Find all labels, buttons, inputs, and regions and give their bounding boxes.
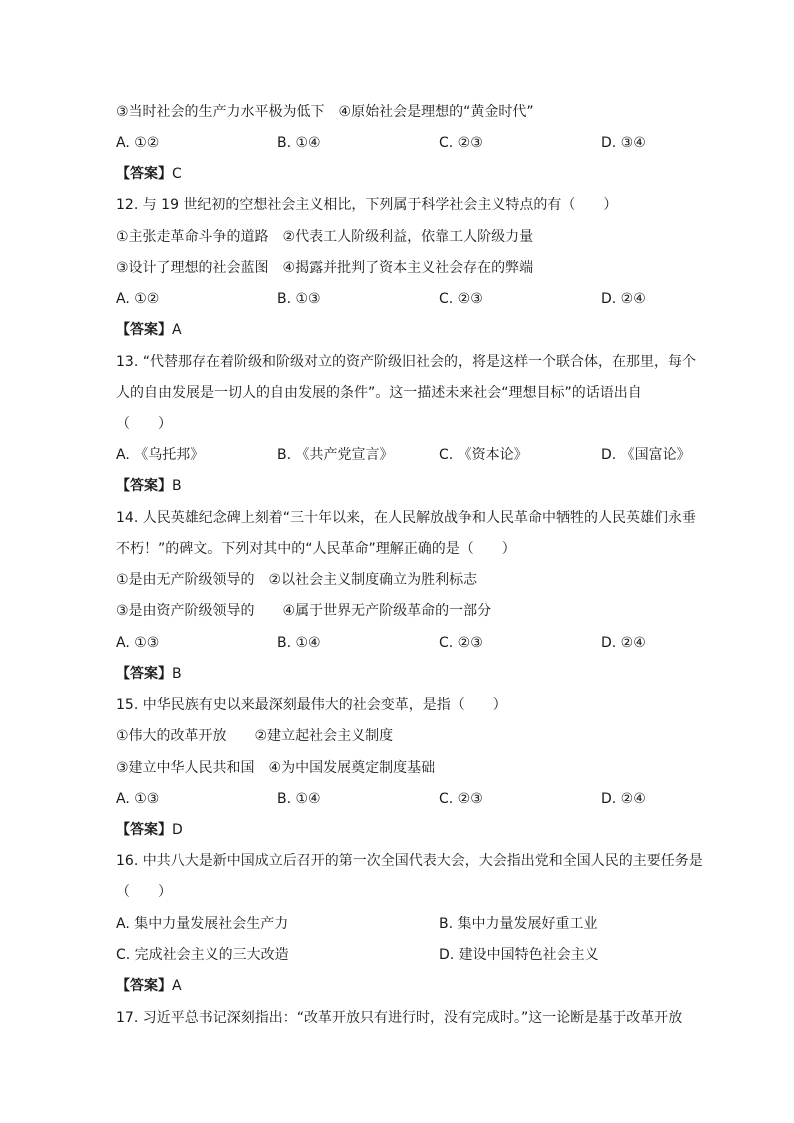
- q15-stem: 15. 中华民族有史以来最深刻最伟大的社会变革，是指（ ）: [116, 697, 507, 713]
- q15-option-d: D. ②④: [601, 791, 646, 807]
- q16-option-c: C. 完成社会主义的三大改造: [116, 947, 289, 963]
- q16-stem-1: 16. 中共八大是新中国成立后召开的第一次全国代表大会，大会指出党和全国人民的主要任务是: [116, 853, 703, 869]
- q14-stem-1: 14. 人民英雄纪念碑上刻着“三十年以来，在人民解放战争和人民革命中牺牲的人民英雄们永垂: [116, 510, 696, 526]
- q13-option-c: C. 《资本论》: [439, 447, 528, 463]
- q14-choice-line-1: ①是由无产阶级领导的 ②以社会主义制度确立为胜利标志: [116, 572, 478, 588]
- q12-option-c: C. ②③: [439, 291, 483, 307]
- q11-option-d: D. ③④: [601, 135, 646, 151]
- q14-option-b: B. ①④: [277, 635, 321, 651]
- q16-option-a: A. 集中力量发展社会生产力: [116, 916, 289, 932]
- q14-stem-2: 不朽！”的碑文。下列对其中的“人民革命”理解正确的是（ ）: [116, 541, 516, 557]
- q14-option-d: D. ②④: [601, 635, 646, 651]
- q11-choice-line: ③当时社会的生产力水平极为低下 ④原始社会是理想的“黄金时代”: [116, 104, 534, 120]
- q13-option-b: B. 《共产党宣言》: [277, 447, 394, 463]
- q16-answer: 【答案】A: [116, 978, 182, 994]
- q13-option-d: D. 《国富论》: [601, 447, 691, 463]
- q13-stem-1: 13. “代替那存在着阶级和阶级对立的资产阶级旧社会的，将是这样一个联合体，在那里，每个: [116, 354, 696, 370]
- q15-option-a: A. ①③: [116, 791, 160, 807]
- q16-option-d: D. 建设中国特色社会主义: [439, 947, 599, 963]
- q11-option-c: C. ②③: [439, 135, 483, 151]
- q12-option-b: B. ①③: [277, 291, 321, 307]
- q15-option-b: B. ①④: [277, 791, 321, 807]
- q11-answer: 【答案】C: [116, 166, 182, 182]
- q17-stem-1: 17. 习近平总书记深刻指出：“改革开放只有进行时，没有完成时。”这一论断是基于改革开放: [116, 1010, 683, 1026]
- q14-choice-line-2: ③是由资产阶级领导的 ④属于世界无产阶级革命的一部分: [116, 603, 492, 619]
- q14-answer: 【答案】B: [116, 666, 182, 682]
- q13-option-a: A. 《乌托邦》: [116, 447, 205, 463]
- q14-option-a: A. ①③: [116, 635, 160, 651]
- q12-option-d: D. ②④: [601, 291, 646, 307]
- q11-option-b: B. ①④: [277, 135, 321, 151]
- q13-answer: 【答案】B: [116, 478, 182, 494]
- q14-option-c: C. ②③: [439, 635, 483, 651]
- q12-stem: 12. 与 19 世纪初的空想社会主义相比，下列属于科学社会主义特点的有（ ）: [116, 197, 618, 213]
- q16-stem-2: （ ）: [116, 884, 172, 900]
- q12-answer: 【答案】A: [116, 322, 182, 338]
- q12-choice-line-2: ③设计了理想的社会蓝图 ④揭露并批判了资本主义社会存在的弊端: [116, 260, 534, 276]
- q13-stem-2: 人的自由发展是一切人的自由发展的条件”。这一描述未来社会“理想目标”的话语出自: [116, 385, 642, 401]
- q15-choice-line-1: ①伟大的改革开放 ②建立起社会主义制度: [116, 728, 394, 744]
- q16-option-b: B. 集中力量发展好重工业: [439, 916, 598, 932]
- q13-stem-3: （ ）: [116, 416, 172, 432]
- q15-option-c: C. ②③: [439, 791, 483, 807]
- q11-option-a: A. ①②: [116, 135, 160, 151]
- q12-choice-line-1: ①主张走革命斗争的道路 ②代表工人阶级利益，依靠工人阶级力量: [116, 229, 534, 245]
- q12-option-a: A. ①②: [116, 291, 160, 307]
- q15-choice-line-2: ③建立中华人民共和国 ④为中国发展奠定制度基础: [116, 760, 436, 776]
- q15-answer: 【答案】D: [116, 822, 183, 838]
